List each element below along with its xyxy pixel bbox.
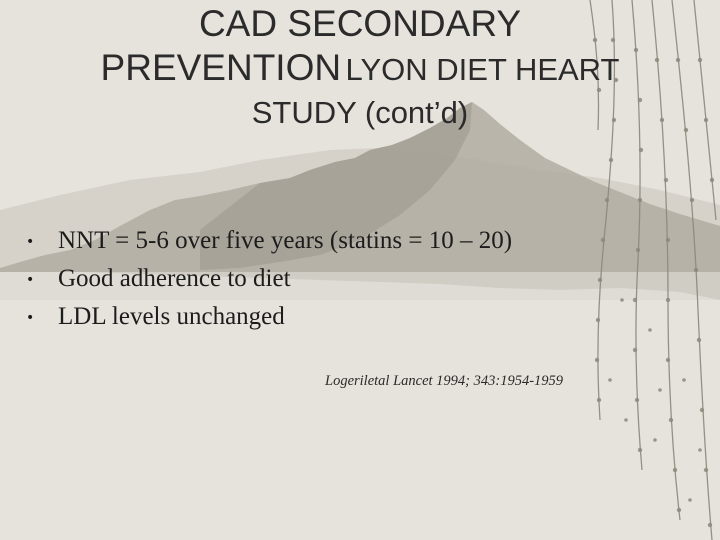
title-part-4: STUDY (cont’d) <box>251 95 469 131</box>
list-item <box>26 260 512 298</box>
bullet-icon: • <box>26 310 35 326</box>
bullet-icon: • <box>26 272 35 288</box>
title-part-2: PREVENTION <box>100 46 342 88</box>
bullet-text: LDL levels unchanged <box>58 303 285 330</box>
slide-title <box>20 2 700 132</box>
title-part-3: LYON DIET HEART <box>345 51 620 87</box>
list-item <box>26 298 512 336</box>
bullet-text: Good adherence to diet <box>58 265 291 292</box>
citation: Logeriletal Lancet 1994; 343:1954-1959 <box>325 373 564 389</box>
bullet-list <box>26 222 512 336</box>
bullet-text: NNT = 5-6 over five years (statins = 10 – 20) <box>58 227 513 254</box>
title-part-1: CAD SECONDARY <box>198 3 522 44</box>
list-item <box>26 222 512 260</box>
bullet-icon: • <box>26 234 35 250</box>
